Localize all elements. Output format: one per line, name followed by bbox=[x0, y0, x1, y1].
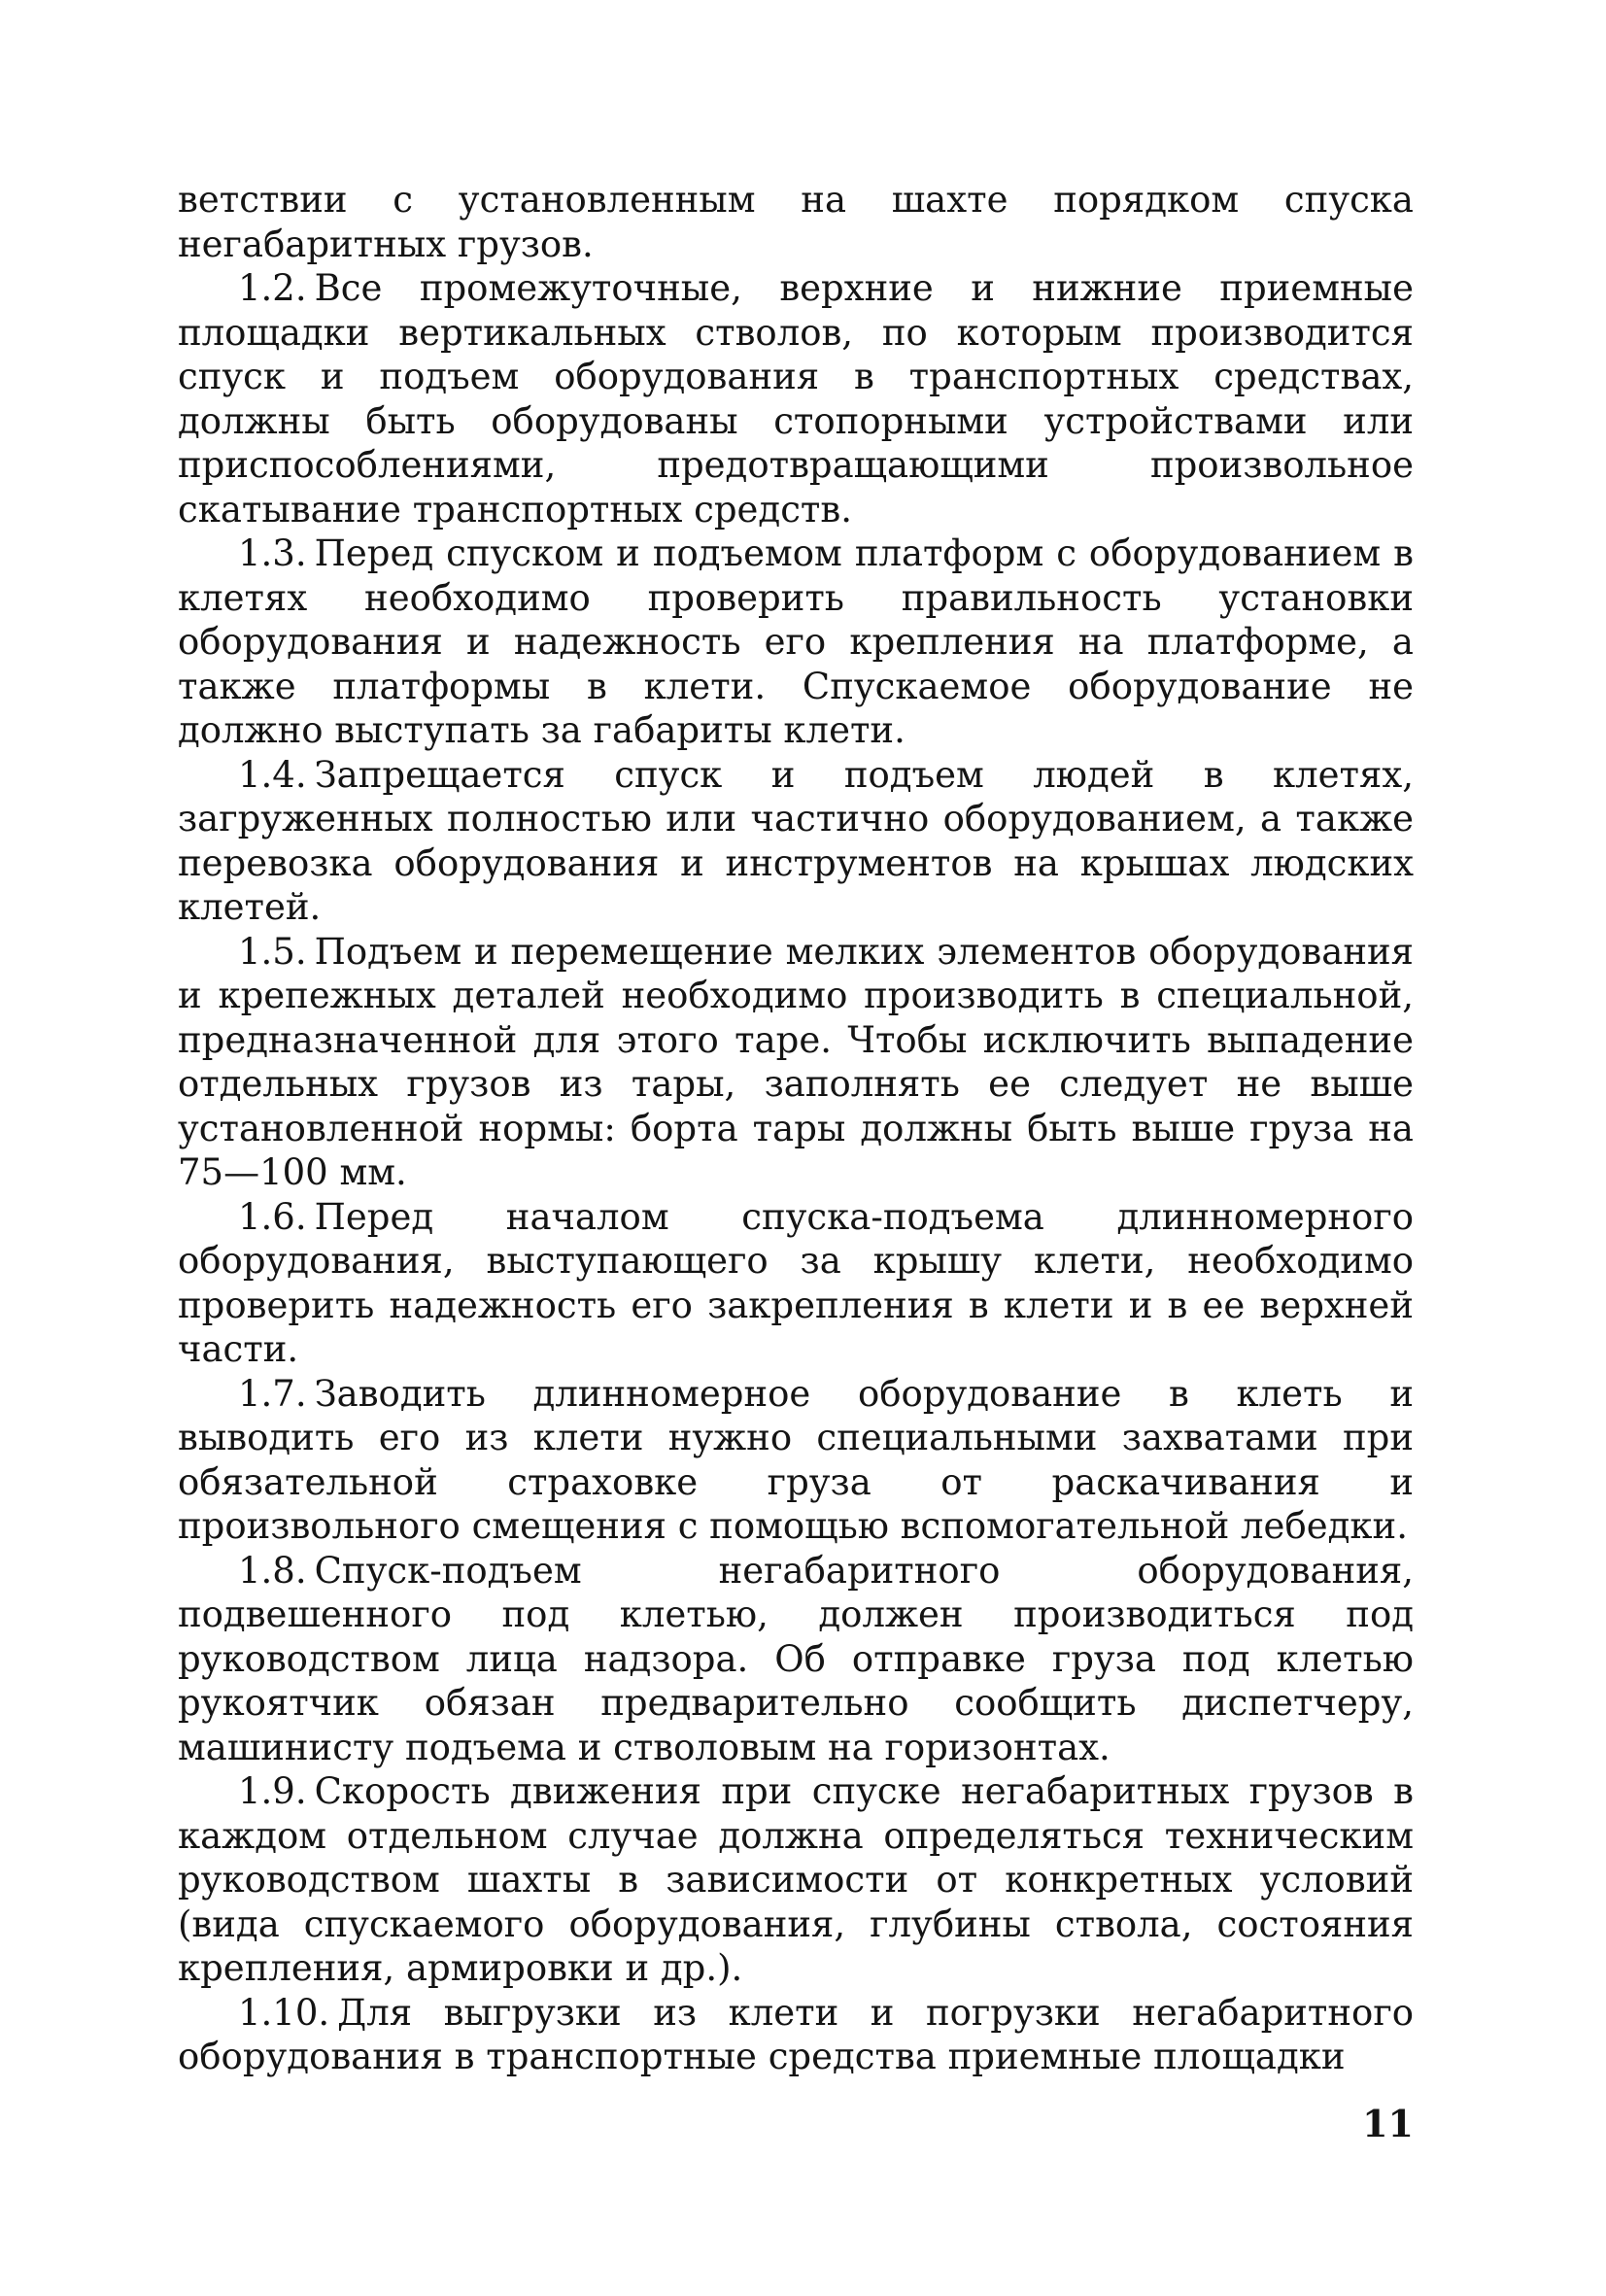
paragraph-text: Скорость движения при спуске негабаритных грузов в каждом отдельном случае должна определяться техническим руководством шахты в зависимости от конкретных условий (вида спускаемого оборудования, глубины ствола, состояния крепления, армировки и др.). bbox=[178, 1770, 1414, 1989]
paragraph-number: 1.3. bbox=[238, 532, 307, 574]
paragraph-number: 1.8. bbox=[238, 1549, 307, 1592]
paragraph-text: Перед спуском и подъемом платформ с оборудованием в клетях необходимо проверить правильность установки оборудования и надежность его крепления на платформе, а также платформы в клети. Спускаемое оборудование не должно выступать за габариты клети. bbox=[178, 532, 1414, 751]
paragraph-text: Все промежуточные, верхние и нижние приемные площадки вертикальных стволов, по которым производится спуск и подъем оборудования в транспортных средствах, должны быть оборудованы стопорными устройствами или приспособлениями, предотвращающими произвольное скатывание транспортных средств. bbox=[178, 267, 1414, 531]
paragraph-number: 1.4. bbox=[238, 753, 307, 796]
paragraph-text: Спуск-подъем негабаритного оборудования, подвешенного под клетью, должен производиться под руководством лица надзора. Об отправке груза под клетью рукоятчик обязан предварительно сообщить диспетчеру, машинисту подъема и стволовым на горизонтах. bbox=[178, 1549, 1414, 1768]
paragraph-1-2 bbox=[178, 266, 1414, 531]
paragraph-1-10 bbox=[178, 1991, 1414, 2079]
paragraph-continuation: ветствии с установленным на шахте порядком спуска негабаритных грузов. bbox=[178, 179, 1414, 265]
paragraph-1-7 bbox=[178, 1372, 1414, 1549]
paragraph-text: Перед началом спуска-подъема длинномерного оборудования, выступающего за крышу клети, необходимо проверить надежность его закрепления в клети и в ее верхней части. bbox=[178, 1195, 1414, 1370]
paragraph-number: 1.9. bbox=[238, 1770, 307, 1812]
paragraph-1-5 bbox=[178, 930, 1414, 1195]
paragraph-1-3 bbox=[178, 531, 1414, 753]
paragraph-1-4 bbox=[178, 753, 1414, 930]
document-page bbox=[178, 178, 1414, 2079]
paragraph-1-9 bbox=[178, 1769, 1414, 1991]
paragraph-number: 1.5. bbox=[238, 930, 307, 973]
paragraph-number: 1.10. bbox=[238, 1991, 330, 2034]
paragraph-text: Заводить длинномерное оборудование в клеть и выводить его из клети нужно специальными захватами при обязательной страховке груза от раскачивания и произвольного смещения с помощью вспомогательной лебедки. bbox=[178, 1372, 1414, 1547]
page-number: 11 bbox=[1362, 2102, 1414, 2145]
paragraph-text: Для выгрузки из клети и погрузки негабаритного оборудования в транспортные средства приемные площадки bbox=[178, 1991, 1414, 2077]
paragraph-1-8 bbox=[178, 1549, 1414, 1770]
paragraph-number: 1.6. bbox=[238, 1195, 307, 1238]
paragraph-text: Запрещается спуск и подъем людей в клетях, загруженных полностью или частично оборудованием, а также перевозка оборудования и инструментов на крышах людских клетей. bbox=[178, 753, 1414, 928]
paragraph-1-6 bbox=[178, 1195, 1414, 1372]
paragraph-number: 1.7. bbox=[238, 1372, 307, 1415]
paragraph-number: 1.2. bbox=[238, 267, 307, 309]
paragraph-text: Подъем и перемещение мелких элементов оборудования и крепежных деталей необходимо производить в специальной, предназначенной для этого таре. Чтобы исключить выпадение отдельных грузов из тары, заполнять ее следует не выше установленной нормы: борта тары должны быть выше груза на 75—100 мм. bbox=[178, 930, 1414, 1193]
